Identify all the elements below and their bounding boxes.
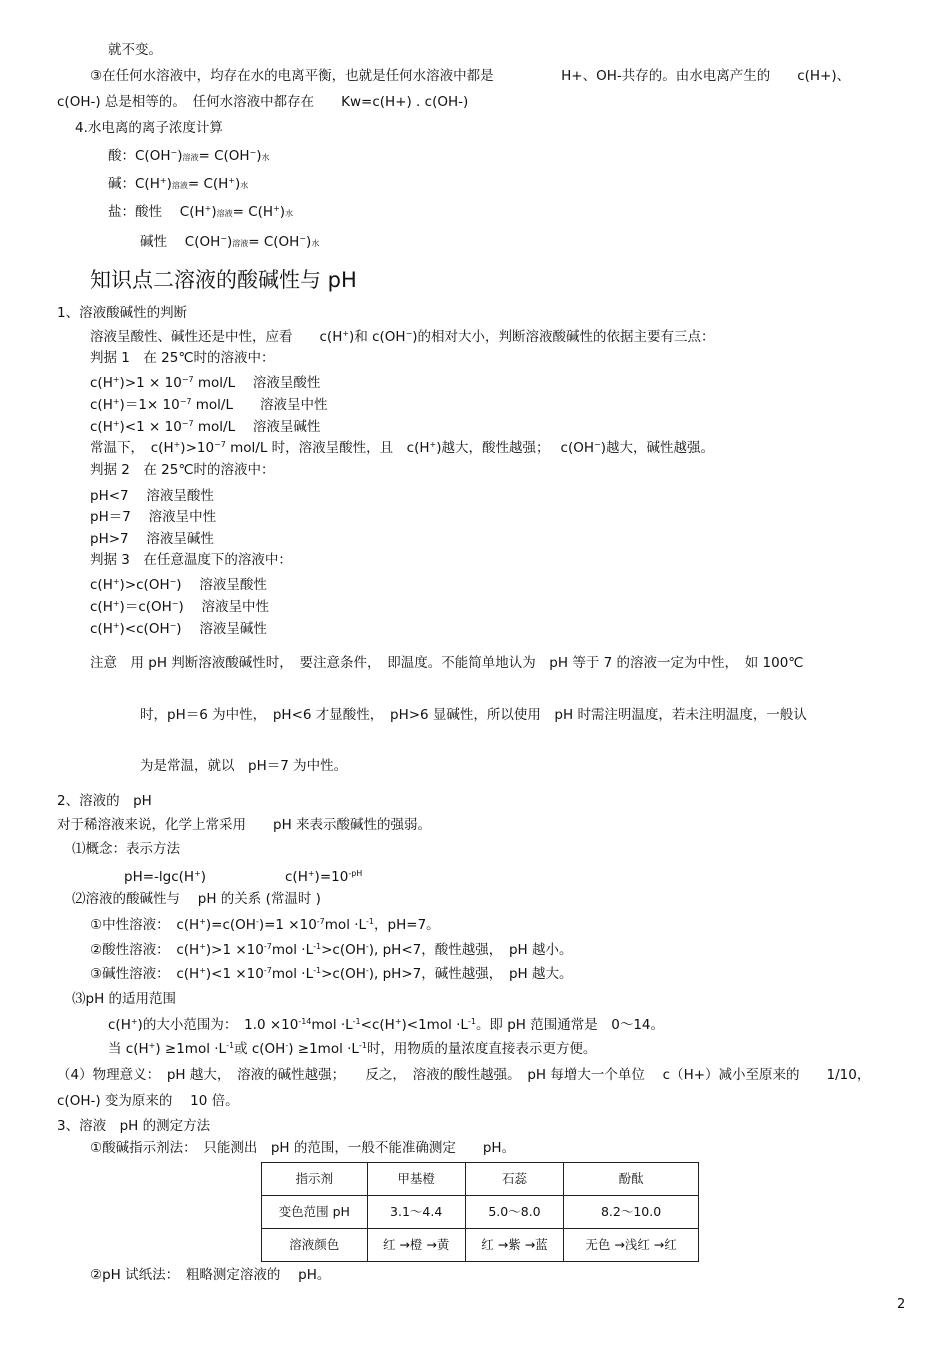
table-cell: 5.0～8.0 (465, 1196, 563, 1229)
table-row (262, 1196, 699, 1229)
table-row (262, 1229, 699, 1262)
text-line: 3、溶液 pH 的测定方法 (57, 1118, 211, 1134)
table-cell: 红 →橙 →黄 (367, 1229, 465, 1262)
text-line: （4）物理意义： pH 越大， 溶液的碱性越强； 反之， 溶液的酸性越强。 pH 每增大一个单位 c（H+）减小至原来的 1/10， (57, 1067, 871, 1083)
text-line: pH＝7 溶液呈中性 (90, 509, 217, 525)
text-line: ③在任何水溶液中，均存在水的电离平衡，也就是任何水溶液中都是 H+、OH-共存的。由水电离产生的 c(H+)、 (90, 68, 851, 84)
table-cell: 石蕊 (465, 1163, 563, 1196)
table-cell: 溶液颜色 (262, 1229, 368, 1262)
formula-salt-basic: 碱性 C(OH−)溶液= C(OH−)水 (140, 234, 320, 250)
table-cell: 8.2～10.0 (564, 1196, 699, 1229)
text-line: pH<7 溶液呈酸性 (90, 488, 214, 504)
formula-ph: pH=-lgc(H+) (124, 869, 207, 885)
formula-base: 碱：C(H+)溶液= C(H+)水 (108, 176, 249, 192)
text-line: ①中性溶液： $c(H^+)=c(OH^-)=1 \times 10^{-7}mol \cdot L^{-1}$，pH=7。 (90, 917, 440, 933)
text-line: c(H+)的大小范围为： $1.0 \times 10^{-14}mol \cdot L^{-1}<c(H^+)<1mol \cdot L^{-1}$。即 pH 范围通常是 0～14。 (108, 1017, 665, 1033)
text-line: c(OH-) 变为原来的 10 倍。 (57, 1093, 239, 1109)
text-line: ⑴概念：表示方法 (72, 841, 180, 857)
text-line: 2、溶液的 pH (57, 793, 152, 809)
text-line: ②酸性溶液： $c(H^+)>1 \times 10^{-7}mol \cdot L^{-1}>c(OH^-)$, pH<7，酸性越强， pH 越小。 (90, 942, 573, 958)
text-line: 当 $c(H^+) \ge 1mol \cdot L^{-1}$或 $c(OH^-) \ge 1mol \cdot L^{-1}$时，用物质的量浓度直接表示更方便。 (108, 1041, 597, 1057)
text-line: 1、溶液酸碱性的判断 (57, 305, 188, 321)
text-line: c(H+)＝c(OH−) 溶液呈中性 (90, 599, 270, 615)
text-line: ③碱性溶液： $c(H^+)<1 \times 10^{-7}mol \cdot L^{-1}>c(OH^-)$, pH>7，碱性越强， pH 越大。 (90, 966, 573, 982)
text-line: 溶液呈酸性、碱性还是中性，应看 c(H+)和 c(OH−)的相对大小，判断溶液酸碱性的依据主要有三点： (90, 329, 715, 345)
formula-acid: 酸：C(OH−)溶液= C(OH−)水 (108, 148, 270, 164)
formula-salt-acidic: 盐：酸性 C(H+)溶液= C(H+)水 (108, 204, 294, 220)
section-heading: 知识点二溶液的酸碱性与 pH (90, 268, 357, 292)
text-line: 对于稀溶液来说，化学上常采用 pH 来表示酸碱性的强弱。 (57, 817, 432, 833)
text-line: pH>7 溶液呈碱性 (90, 531, 214, 547)
text-line: ⑵溶液的酸碱性与 pH 的关系 (常温时 ) (72, 891, 321, 907)
text-line: $c(H^+)>1 \times 10^{-7}$ mol/L 溶液呈酸性 (90, 375, 321, 391)
text-line: $c(H^+)<1 \times 10^{-7}$ mol/L 溶液呈碱性 (90, 419, 321, 435)
text-line: 判据 1 在 25℃时的溶液中： (90, 350, 275, 366)
text-line: 常温下， $c(H^+)>10^{-7}$ mol/L 时，溶液呈酸性，且 c(H+)越大，酸性越强； c(OH−)越大，碱性越强。 (90, 440, 714, 456)
text-line: $c(H^+)=1\times 10^{-7}$ mol/L 溶液呈中性 (90, 397, 328, 413)
indicator-table (261, 1162, 699, 1262)
table-cell: 酚酞 (564, 1163, 699, 1196)
table-header-row (262, 1163, 699, 1196)
text-line: c(OH-) 总是相等的。 任何水溶液中都存在 Kw=c(H+) . c(OH-) (57, 94, 469, 110)
table-cell: 红 →紫 →蓝 (465, 1229, 563, 1262)
text-line: ②pH 试纸法： 粗略测定溶液的 pH。 (90, 1267, 331, 1283)
text-line: c(H+)<c(OH−) 溶液呈碱性 (90, 621, 267, 637)
text-line: 判据 2 在 25℃时的溶液中： (90, 462, 275, 478)
text-line: 判据 3 在任意温度下的溶液中： (90, 552, 292, 568)
table-cell: 3.1～4.4 (367, 1196, 465, 1229)
formula-h-concentration: $c(H^+)=10^{-pH}$ (285, 869, 363, 885)
text-line: 就不变。 (108, 42, 162, 58)
text-line: ⑶pH 的适用范围 (72, 991, 177, 1007)
page-number: 2 (897, 1297, 906, 1312)
section-subtitle: 4.水电离的离子浓度计算 (75, 120, 223, 136)
table-cell: 甲基橙 (367, 1163, 465, 1196)
note-line: 时，pH＝6 为中性， pH<6 才显酸性， pH>6 显碱性，所以使用 pH 时需注明温度，若未注明温度，一般认 (140, 707, 807, 723)
table-cell: 无色 →浅红 →红 (564, 1229, 699, 1262)
note-line: 为是常温，就以 pH＝7 为中性。 (140, 758, 348, 774)
table-cell: 指示剂 (262, 1163, 368, 1196)
text-line: ①酸碱指示剂法： 只能测出 pH 的范围，一般不能准确测定 pH。 (90, 1140, 516, 1156)
table-cell: 变色范围 pH (262, 1196, 368, 1229)
text-line: c(H+)>c(OH−) 溶液呈酸性 (90, 577, 267, 593)
note-line: 注意 用 pH 判断溶液酸碱性时， 要注意条件， 即温度。不能简单地认为 pH 等于 7 的溶液一定为中性， 如 100℃ (90, 655, 804, 671)
